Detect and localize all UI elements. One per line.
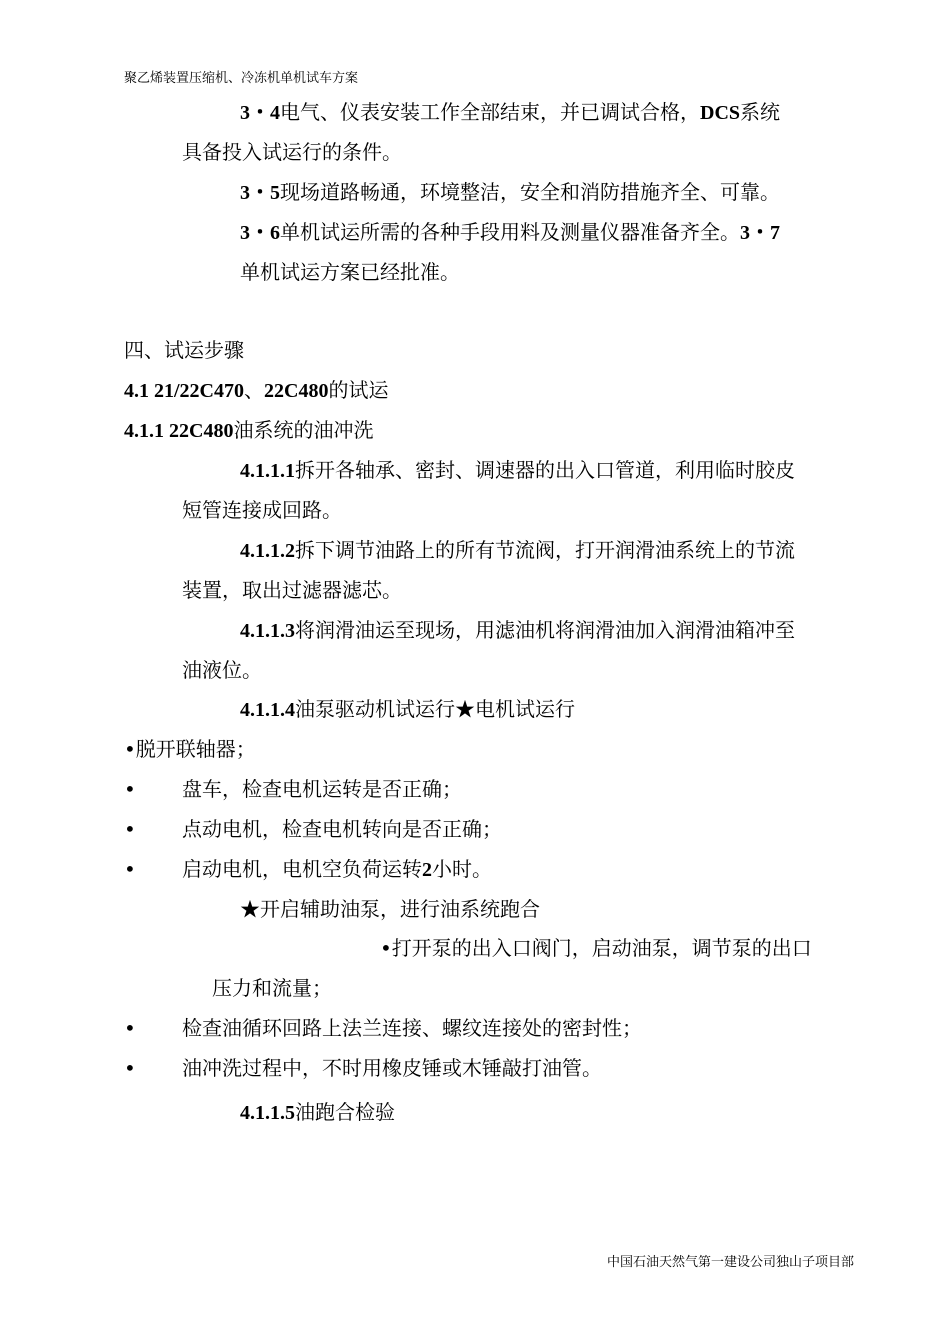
heading-text: 油系统的油冲洗	[233, 418, 374, 442]
para-text: 系统	[740, 100, 781, 124]
para-text: 拆下调节油路上的所有节流阀，打开润滑油系统上的节流	[295, 538, 795, 562]
para-4-1-1-2	[240, 537, 795, 564]
para-text: 将润滑油运至现场，用滤油机将润滑油加入润滑油箱冲至	[295, 618, 795, 642]
para-4-1-1-5	[240, 1099, 395, 1126]
para-3-6	[240, 219, 780, 246]
star-heading: ★开启辅助油泵，进行油系统跑合	[240, 897, 540, 921]
page-header: 聚乙烯装置压缩机、冷冻机单机试车方案	[124, 71, 359, 86]
item-number: 3・6	[240, 222, 280, 244]
list-item: 检查油循环回路上法兰连接、螺纹连接处的密封性；	[182, 1016, 642, 1040]
bullet-icon: •	[124, 857, 136, 881]
item-number: 3・4	[240, 102, 280, 124]
list-item: 点动电机，检查电机转向是否正确；	[182, 817, 502, 841]
para-3-7: 单机试运方案已经批准。	[240, 260, 460, 284]
para-4-1-1-3	[240, 617, 795, 644]
item-number: 3・5	[240, 182, 280, 204]
para-3-4-cont: 具备投入试运行的条件。	[182, 140, 402, 164]
para-3-4	[240, 99, 780, 126]
para-text: 油泵驱动机试运行★电机试运行	[295, 697, 575, 721]
bullet-icon: •	[124, 1016, 136, 1040]
para-4-1-1-3-cont: 油液位。	[182, 658, 262, 682]
list-item-cont: 压力和流量；	[212, 976, 332, 1000]
para-text: 现场道路畅通，环境整洁，安全和消防措施齐全、可靠。	[280, 180, 780, 204]
dcs-term: DCS	[700, 102, 741, 124]
item-number: 3・7	[740, 222, 780, 244]
para-text: 电气、仪表安装工作全部结束，并已调试合格，	[280, 100, 700, 124]
para-text: 单机试运所需的各种手段用料及测量仪器准备齐全。	[280, 220, 740, 244]
list-item: •打开泵的出入口阀门，启动油泵，调节泵的出口	[380, 936, 812, 960]
para-4-1-1-4	[240, 696, 575, 723]
para-text: 拆开各轴承、密封、调速器的出入口管道，利用临时胶皮	[295, 458, 795, 482]
bullet-icon: •	[124, 777, 136, 801]
list-number: 2	[422, 859, 432, 881]
item-number: 4.1.1.5	[240, 1102, 295, 1124]
heading-text: 的试运	[328, 378, 389, 402]
para-4-1-1-1	[240, 457, 795, 484]
section-title: 四、试运步骤	[124, 338, 244, 362]
para-3-5	[240, 179, 780, 206]
item-number: 4.1.1.1	[240, 460, 295, 482]
list-item: •脱开联轴器；	[124, 737, 256, 761]
heading-sep: 、	[244, 378, 264, 402]
heading-4-1	[124, 377, 388, 404]
page-footer: 中国石油天然气第一建设公司独山子项目部	[606, 1255, 854, 1270]
list-item	[182, 856, 492, 883]
bullet-icon: •	[124, 1056, 136, 1080]
list-text: 启动电机，电机空负荷运转	[182, 857, 422, 881]
heading-number: 22C480	[264, 380, 329, 402]
item-number: 4.1.1.3	[240, 620, 295, 642]
para-text: 油跑合检验	[295, 1100, 395, 1124]
heading-4-1-1	[124, 417, 373, 444]
heading-number: 4.1 21/22C470	[124, 380, 244, 402]
heading-number: 4.1.1 22C480	[124, 420, 234, 442]
list-item: 油冲洗过程中，不时用橡皮锤或木锤敲打油管。	[182, 1056, 602, 1080]
list-item: 盘车，检查电机运转是否正确；	[182, 777, 462, 801]
para-4-1-1-2-cont: 装置，取出过滤器滤芯。	[182, 578, 402, 602]
bullet-icon: •	[124, 817, 136, 841]
para-4-1-1-1-cont: 短管连接成回路。	[182, 498, 342, 522]
item-number: 4.1.1.2	[240, 540, 295, 562]
list-text: 小时。	[432, 857, 492, 881]
item-number: 4.1.1.4	[240, 699, 295, 721]
